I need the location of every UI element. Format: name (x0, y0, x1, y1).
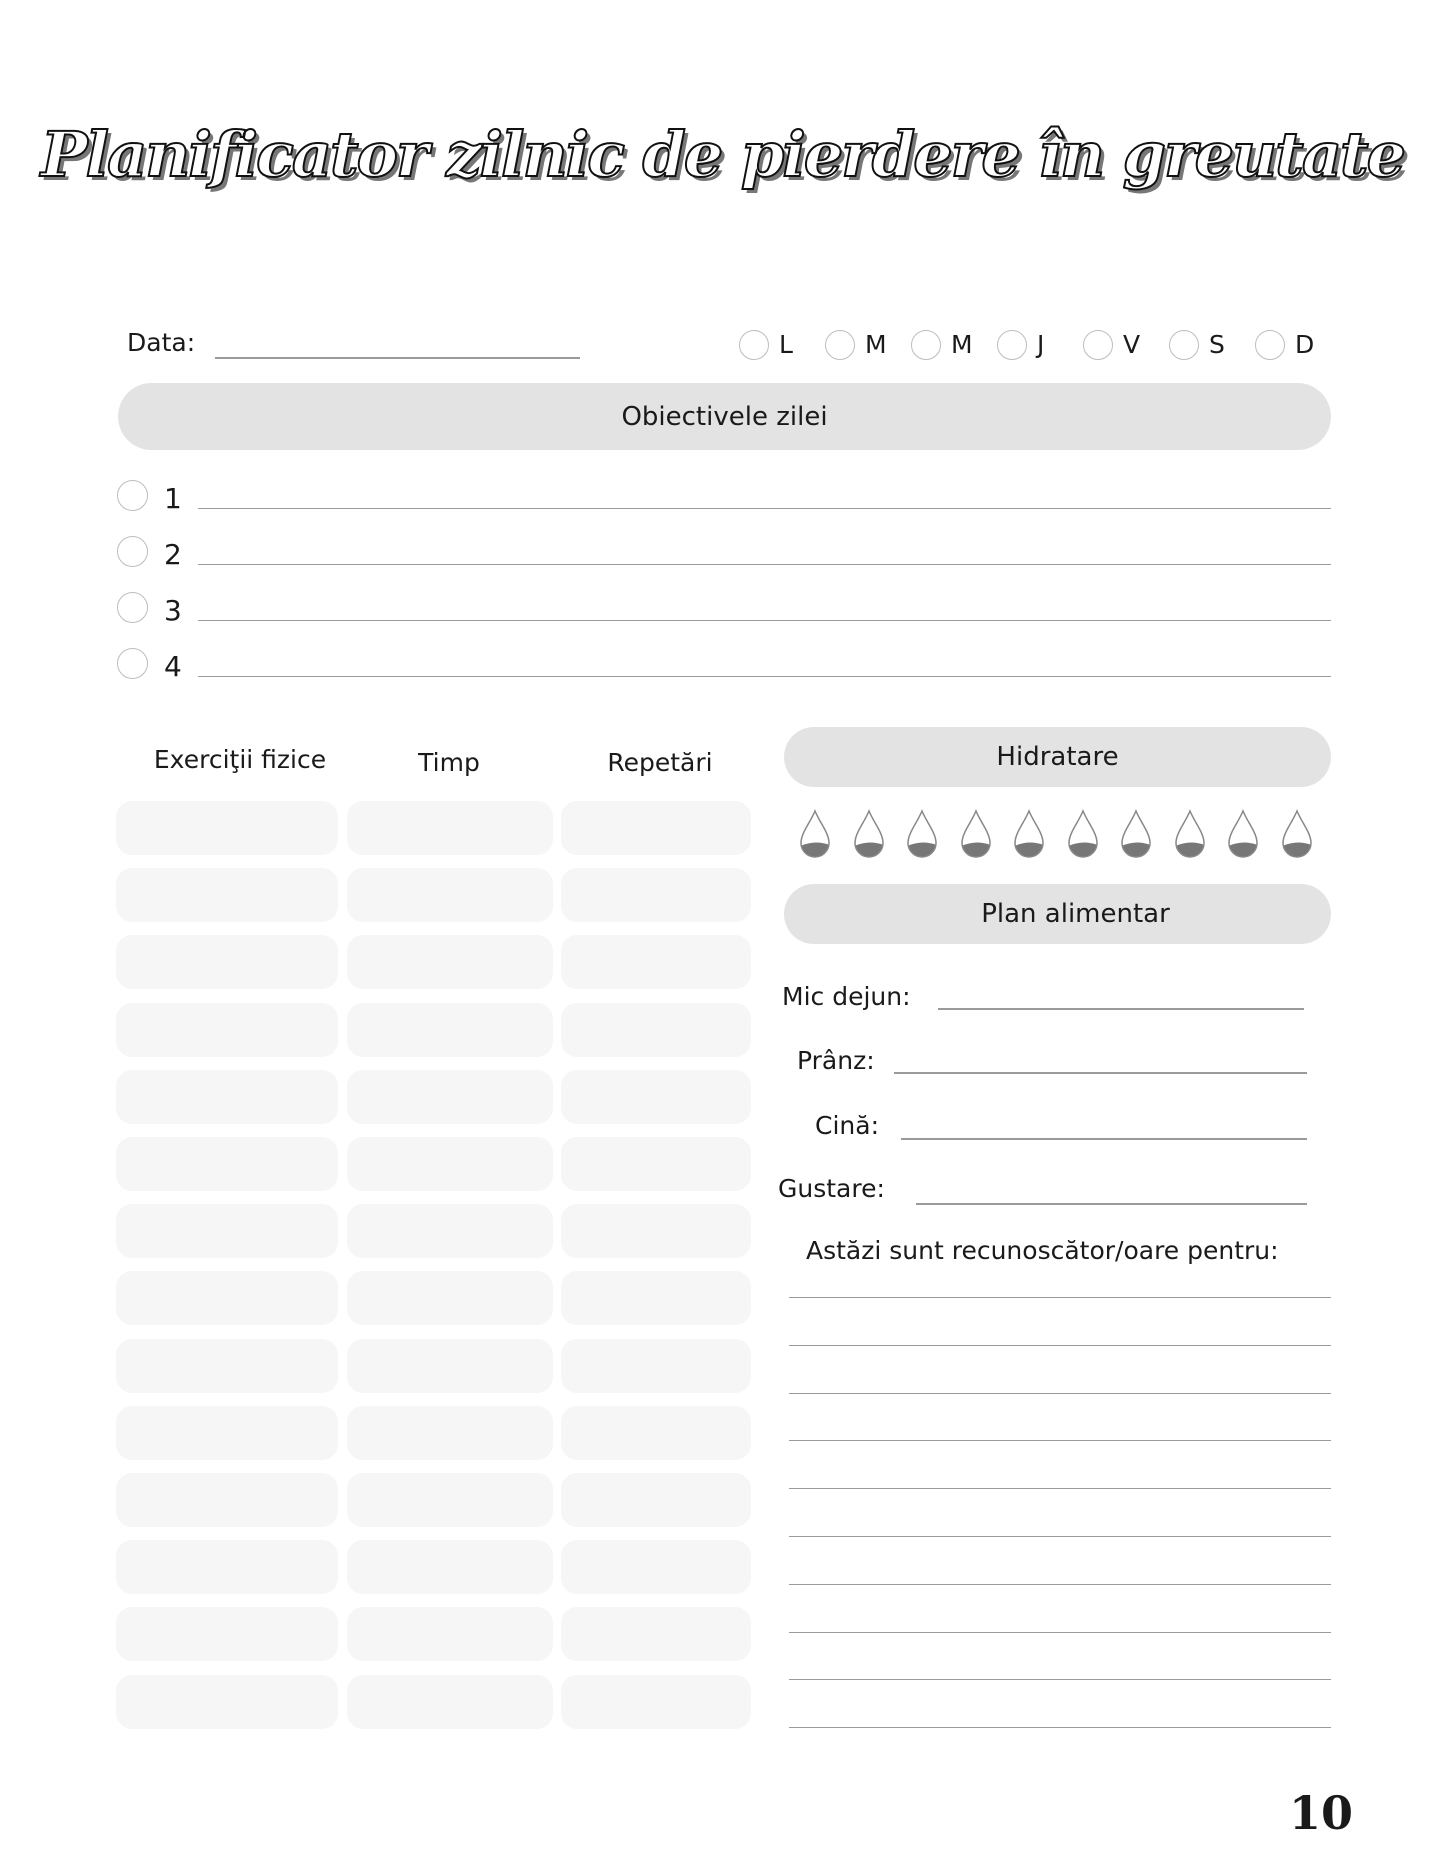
water-drop-icon[interactable] (1119, 809, 1153, 859)
date-label: Data: (127, 328, 196, 357)
exercise-cell[interactable] (116, 1607, 338, 1661)
reps-cell[interactable] (561, 801, 751, 855)
time-cell[interactable] (347, 1271, 553, 1325)
time-cell[interactable] (347, 868, 553, 922)
breakfast-field[interactable] (938, 1008, 1304, 1010)
exercise-cell[interactable] (116, 1406, 338, 1460)
reps-cell[interactable] (561, 935, 751, 989)
gratitude-line[interactable] (789, 1488, 1331, 1489)
meal-label-breakfast: Mic dejun: (782, 982, 911, 1011)
exercise-cell[interactable] (116, 1003, 338, 1057)
water-drop-icon[interactable] (905, 809, 939, 859)
water-drop-icon[interactable] (1012, 809, 1046, 859)
weekday-label: D (1295, 330, 1315, 359)
hydration-header-label: Hidratare (996, 742, 1119, 772)
meal-label-snack: Gustare: (778, 1174, 885, 1203)
gratitude-line[interactable] (789, 1727, 1331, 1728)
reps-cell[interactable] (561, 1540, 751, 1594)
col-header-time: Timp (418, 748, 480, 777)
reps-cell[interactable] (561, 1675, 751, 1729)
gratitude-line[interactable] (789, 1297, 1331, 1298)
time-cell[interactable] (347, 1339, 553, 1393)
gratitude-label: Astăzi sunt recunoscător/oare pentru: (806, 1236, 1279, 1265)
exercise-cell[interactable] (116, 1137, 338, 1191)
exercise-cell[interactable] (116, 1070, 338, 1124)
reps-cell[interactable] (561, 1607, 751, 1661)
weekday-checkbox[interactable] (1169, 330, 1199, 360)
time-cell[interactable] (347, 1540, 553, 1594)
meal-plan-header (784, 884, 1331, 944)
goal-field[interactable] (198, 676, 1331, 677)
weekday-checkbox[interactable] (825, 330, 855, 360)
lunch-field[interactable] (894, 1072, 1307, 1074)
page-title: Planificator zilnic de pierdere în greutate (40, 118, 1405, 191)
goal-number: 2 (164, 538, 182, 571)
page-number: 10 (1288, 1786, 1353, 1840)
exercise-cell[interactable] (116, 1473, 338, 1527)
goal-field[interactable] (198, 620, 1331, 621)
goal-field[interactable] (198, 564, 1331, 565)
reps-cell[interactable] (561, 1406, 751, 1460)
hydration-header (784, 727, 1331, 787)
exercise-cell[interactable] (116, 1204, 338, 1258)
water-drop-icon[interactable] (1280, 809, 1314, 859)
reps-cell[interactable] (561, 1473, 751, 1527)
weekday-label: V (1123, 330, 1141, 359)
weekday-label: M (865, 330, 887, 359)
goals-header-label: Obiectivele zilei (621, 401, 828, 432)
goals-header (118, 383, 1331, 450)
goal-checkbox[interactable] (117, 592, 148, 623)
dinner-field[interactable] (901, 1138, 1307, 1140)
exercise-cell[interactable] (116, 868, 338, 922)
weekday-checkbox[interactable] (739, 330, 769, 360)
gratitude-line[interactable] (789, 1393, 1331, 1394)
time-cell[interactable] (347, 801, 553, 855)
reps-cell[interactable] (561, 868, 751, 922)
weekday-checkbox[interactable] (997, 330, 1027, 360)
gratitude-line[interactable] (789, 1345, 1331, 1346)
col-header-exercise: Exerciţii fizice (153, 745, 327, 774)
exercise-cell[interactable] (116, 1675, 338, 1729)
goal-checkbox[interactable] (117, 480, 148, 511)
time-cell[interactable] (347, 1003, 553, 1057)
goal-number: 3 (164, 594, 182, 627)
gratitude-line[interactable] (789, 1679, 1331, 1680)
meal-plan-header-label: Plan alimentar (981, 899, 1170, 929)
time-cell[interactable] (347, 1473, 553, 1527)
water-drop-icon[interactable] (959, 809, 993, 859)
reps-cell[interactable] (561, 1137, 751, 1191)
weekday-checkbox[interactable] (911, 330, 941, 360)
water-drop-icon[interactable] (1173, 809, 1207, 859)
water-drop-icon[interactable] (852, 809, 886, 859)
exercise-cell[interactable] (116, 1540, 338, 1594)
gratitude-line[interactable] (789, 1440, 1331, 1441)
time-cell[interactable] (347, 1675, 553, 1729)
col-header-reps: Repetări (607, 748, 713, 777)
date-field[interactable] (215, 357, 580, 359)
goal-checkbox[interactable] (117, 648, 148, 679)
time-cell[interactable] (347, 1607, 553, 1661)
goal-field[interactable] (198, 508, 1331, 509)
exercise-cell[interactable] (116, 1339, 338, 1393)
weekday-label: L (779, 330, 793, 359)
reps-cell[interactable] (561, 1271, 751, 1325)
time-cell[interactable] (347, 935, 553, 989)
meal-label-dinner: Cină: (815, 1111, 879, 1140)
water-drop-icon[interactable] (798, 809, 832, 859)
goal-number: 1 (164, 482, 182, 515)
gratitude-line[interactable] (789, 1632, 1331, 1633)
goal-checkbox[interactable] (117, 536, 148, 567)
reps-cell[interactable] (561, 1204, 751, 1258)
water-drop-icon[interactable] (1226, 809, 1260, 859)
water-drop-icon[interactable] (1066, 809, 1100, 859)
time-cell[interactable] (347, 1137, 553, 1191)
weekday-label: M (951, 330, 973, 359)
goal-number: 4 (164, 650, 182, 683)
reps-cell[interactable] (561, 1003, 751, 1057)
time-cell[interactable] (347, 1204, 553, 1258)
gratitude-line[interactable] (789, 1584, 1331, 1585)
weekday-checkbox[interactable] (1083, 330, 1113, 360)
reps-cell[interactable] (561, 1070, 751, 1124)
time-cell[interactable] (347, 1406, 553, 1460)
reps-cell[interactable] (561, 1339, 751, 1393)
weekday-checkbox[interactable] (1255, 330, 1285, 360)
weekday-label: J (1037, 330, 1045, 359)
exercise-cell[interactable] (116, 1271, 338, 1325)
meal-label-lunch: Prânz: (797, 1046, 875, 1075)
exercise-cell[interactable] (116, 935, 338, 989)
exercise-cell[interactable] (116, 801, 338, 855)
time-cell[interactable] (347, 1070, 553, 1124)
weekday-label: S (1209, 330, 1225, 359)
snack-field[interactable] (916, 1203, 1307, 1205)
gratitude-line[interactable] (789, 1536, 1331, 1537)
